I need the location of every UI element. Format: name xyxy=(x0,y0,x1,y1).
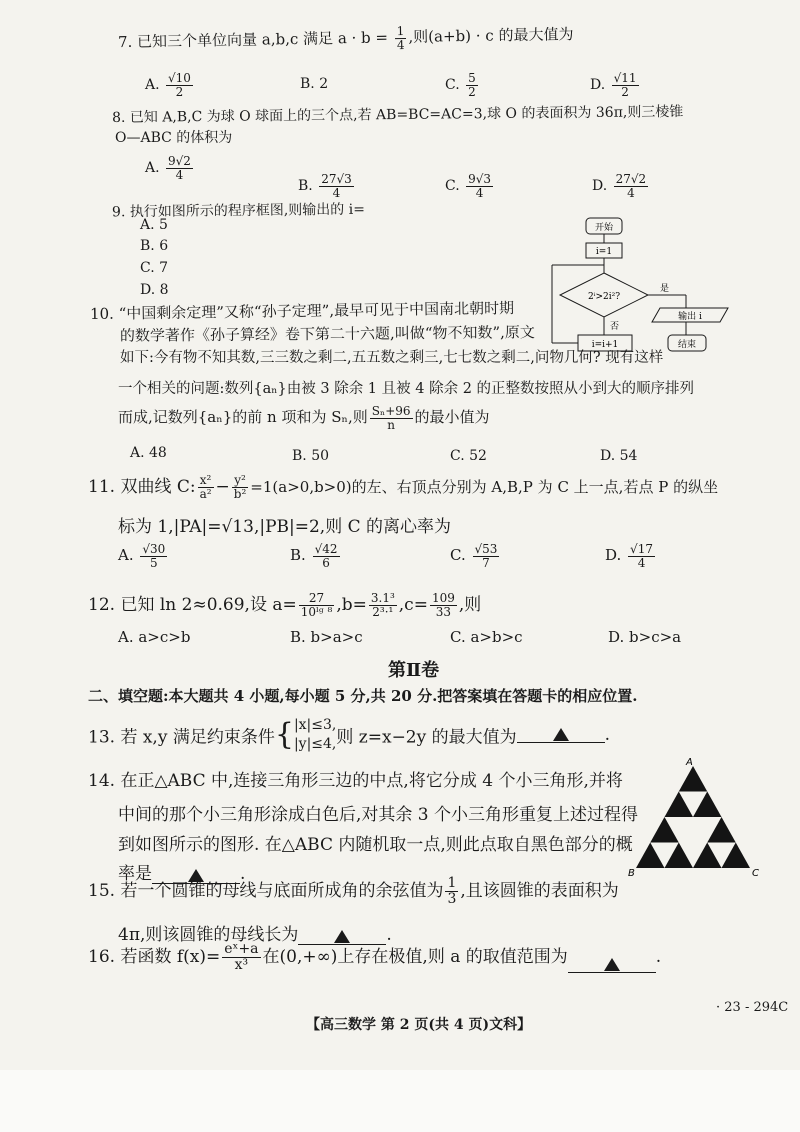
q10-fraction: $\frac{\text{Sₙ+96}}{n}$ xyxy=(371,404,411,432)
q7-option-b: B. 2 xyxy=(300,76,329,92)
flow-condition-label: 2ⁱ>2i²? xyxy=(587,292,621,302)
question-14-line2: 中间的那个小三角形涂成白色后,对其余 3 个小三角形重复上述过程得 xyxy=(118,805,639,825)
question-10-line2: 的数学著作《孙子算经》卷下第二十六题,叫做“物不知数”,原文 xyxy=(119,323,535,345)
vertex-c-label: C xyxy=(752,868,759,879)
answer-blank-16[interactable] xyxy=(568,956,656,973)
q10-option-c: C. 52 xyxy=(450,448,487,464)
question-14-line4: 率是 . xyxy=(118,864,246,884)
question-11-line2: 标为 1,|PA|=√13,|PB|=2,则 C 的离心率为 xyxy=(118,517,452,537)
triangle-mark-icon xyxy=(553,728,569,741)
q12-option-c: C. a>b>c xyxy=(450,628,523,646)
q11-option-d: D. $\frac{√17}{4}$ xyxy=(605,542,653,570)
flow-end-label: 结束 xyxy=(677,340,697,350)
q7-option-a: A. $\frac{√10}{2}$ xyxy=(145,71,191,99)
flow-yes-label: 是 xyxy=(660,284,670,294)
question-10-line3: 如下:今有物不知其数,三三数之剩二,五五数之剩三,七七数之剩二,问物几何? 现有这样 xyxy=(120,350,664,366)
fill-in-heading: 二、填空题:本大题共 4 小题,每小题 5 分,共 20 分.把答案填在答题卡的相应位置. xyxy=(88,687,638,705)
flow-no-label: 否 xyxy=(610,322,620,332)
q12-option-a: A. a>c>b xyxy=(118,628,191,646)
sierpinski-triangle-figure xyxy=(628,758,758,878)
question-14-line3: 到如图所示的图形. 在△ABC 内随机取一点,则此点取自黑色部分的概 xyxy=(118,835,633,855)
section-2-title: 第Ⅱ卷 xyxy=(388,660,440,681)
exam-code: · 23 - 294C xyxy=(716,1000,789,1015)
question-10-line4: 一个相关的问题:数列{aₙ}由被 3 除余 1 且被 4 除余 2 的正整数按照从小到大的顺序排列 xyxy=(118,381,695,397)
q11-option-b: B. $\frac{√42}{6}$ xyxy=(290,542,338,570)
page-bottom-margin xyxy=(0,1070,800,1132)
q9-option-c: C. 7 xyxy=(140,260,169,276)
flow-increment-label: i=i+1 xyxy=(591,340,619,350)
question-7: 7. 已知三个单位向量 a,b,c 满足 a · b = $\frac{1}{4}$ ,则(a+b) · c 的最大值为 xyxy=(117,23,574,52)
q11-option-a: A. $\frac{√30}{5}$ xyxy=(118,542,166,570)
q7-fraction: $\frac{1}{4}$ xyxy=(396,23,405,52)
q10-option-b: B. 50 xyxy=(292,448,330,464)
question-15-line1: 15. 若一个圆锥的母线与底面所成角的余弦值为 $\frac{1}{3}$ ,且该圆锥的表面积为 xyxy=(88,875,619,907)
q9-option-a: A. 5 xyxy=(140,217,168,233)
q10-option-a: A. 48 xyxy=(130,445,167,461)
flow-start-label: 开始 xyxy=(594,223,614,233)
question-10-line5: 而成,记数列{aₙ}的前 n 项和为 Sₙ,则 $\frac{\text{Sₙ+96}}{n}$ 的最小值为 xyxy=(118,404,490,432)
flow-output-label: 输出 i xyxy=(678,312,702,322)
question-16: 16. 若函数 f(x)= $\frac{\text{eˣ+a}}{\text{x³}}$ 在(0,+∞)上存在极值,则 a 的取值范围为 . xyxy=(88,941,662,973)
question-10-line1: 10. “中国剩余定理”又称“孙子定理”,最早可见于中国南北朝时期 xyxy=(89,299,515,323)
question-15-line2: 4π,则该圆锥的母线长为 . xyxy=(118,925,392,945)
triangle-mark-icon xyxy=(604,958,620,971)
question-13: 13. 若 x,y 满足约束条件{ |x|≤3, |y|≤4, 则 z=x−2y 的最大值为 . xyxy=(88,716,611,752)
q9-option-b: B. 6 xyxy=(140,238,169,254)
q7-option-d: D. $\frac{√11}{2}$ xyxy=(590,71,637,99)
vertex-a-label: A xyxy=(686,757,693,768)
q8-option-a: A. $\frac{9√2}{4}$ xyxy=(145,154,191,182)
q9-option-d: D. 8 xyxy=(140,282,169,298)
q10-option-d: D. 54 xyxy=(600,448,638,464)
answer-blank-13[interactable] xyxy=(517,726,605,743)
vertex-b-label: B xyxy=(628,868,635,879)
flowchart-figure xyxy=(548,215,773,355)
q8-option-b: B. $\frac{27√3}{4}$ xyxy=(298,172,352,200)
q12-option-b: B. b>a>c xyxy=(290,628,363,646)
page-footer: 【高三数学 第 2 页(共 4 页)文科】 xyxy=(306,1017,532,1033)
question-12: 12. 已知 ln 2≈0.69,设 a= $\frac{27}{\text{10ˡᵍ ⁸}}$ ,b= $\frac{\text{3.1³}}{\text{2³·¹}}$ ,c= $\frac{109}{33}$ ,则 xyxy=(88,591,482,619)
q8-option-d: D. $\frac{27√2}{4}$ xyxy=(592,172,647,200)
question-11-line1: 11. 双曲线 C: $\frac{\text{x²}}{\text{a²}}$ − $\frac{\text{y²}}{\text{b²}}$ =1(a>0,b>0)的左、右顶点分别为 A,B,P 为 C 上一点,若点 P 的纵坐 xyxy=(88,473,719,501)
question-9: 9. 执行如图所示的程序框图,则输出的 i= xyxy=(111,201,366,221)
question-8-line1: 8. 已知 A,B,C 为球 O 球面上的三个点,若 AB=BC=AC=3,球 O 的表面积为 36π,则三棱锥 xyxy=(111,104,684,126)
q11-option-c: C. $\frac{√53}{7}$ xyxy=(450,542,498,570)
question-8-line2: O—ABC 的体积为 xyxy=(115,130,233,146)
q12-option-d: D. b>c>a xyxy=(608,628,682,646)
q8-option-c: C. $\frac{9√3}{4}$ xyxy=(445,172,492,200)
question-14-line1: 14. 在正△ABC 中,连接三角形三边的中点,将它分成 4 个小三角形,并将 xyxy=(88,771,623,791)
q7-option-c: C. $\frac{5}{2}$ xyxy=(445,71,476,99)
brace-icon: { xyxy=(274,716,294,752)
flow-init-label: i=1 xyxy=(595,247,613,257)
